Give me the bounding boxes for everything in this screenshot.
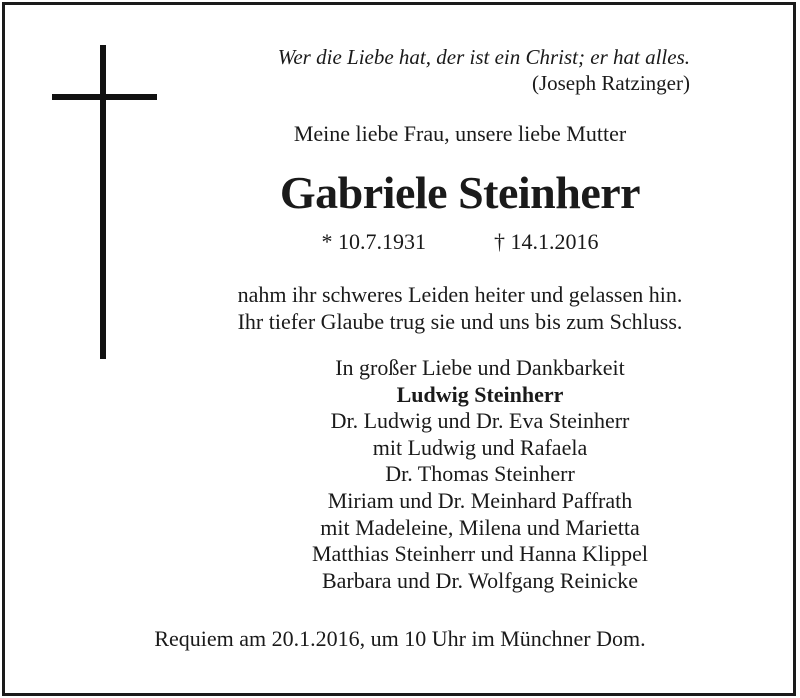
- birth-date: * 10.7.1931: [321, 229, 426, 254]
- life-dates: [160, 229, 760, 255]
- mourner-line: mit Ludwig und Rafaela: [372, 434, 588, 460]
- cross-horizontal-bar: [52, 94, 157, 100]
- mourner-line: Dr. Ludwig und Dr. Eva Steinherr: [330, 408, 630, 434]
- deceased-name: Gabriele Steinherr: [279, 167, 641, 218]
- requiem-info: Requiem am 20.1.2016, um 10 Uhr im Münchner Dom.: [154, 626, 646, 651]
- death-date: † 14.1.2016: [494, 229, 599, 254]
- mourner-line: mit Madeleine, Milena und Marietta: [320, 514, 640, 540]
- intro-text: Meine liebe Frau, unsere liebe Mutter: [293, 121, 627, 146]
- cross-vertical-bar: [100, 45, 106, 359]
- mourners-intro: In großer Liebe und Dankbarkeit: [335, 355, 625, 380]
- mourner-primary: Ludwig Steinherr: [396, 381, 564, 407]
- quote-block: [160, 44, 690, 96]
- mourners-list: [180, 355, 780, 594]
- quote-author: (Joseph Ratzinger): [531, 71, 690, 95]
- mourner-line: Matthias Steinherr und Hanna Klippel: [311, 541, 649, 567]
- text-line: Ihr tiefer Glaube trug sie und uns bis zum Schluss.: [237, 309, 683, 334]
- mourner-line: Barbara und Dr. Wolfgang Reinicke: [321, 567, 639, 593]
- quote-text: Wer die Liebe hat, der ist ein Christ; er hat alles.: [277, 45, 690, 69]
- mourner-line: Miriam und Dr. Meinhard Paffrath: [327, 487, 633, 513]
- mourner-line: Dr. Thomas Steinherr: [385, 461, 575, 487]
- text-line: nahm ihr schweres Leiden heiter und gelassen hin.: [237, 282, 683, 307]
